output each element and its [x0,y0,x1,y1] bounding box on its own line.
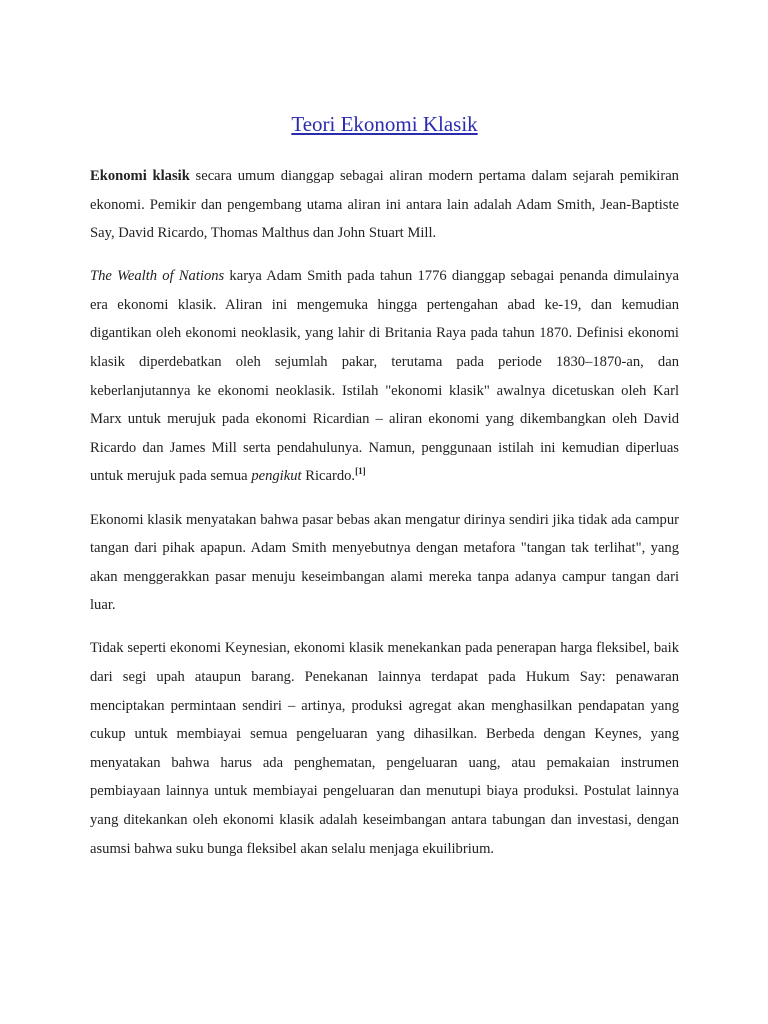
document-body [90,162,679,878]
paragraph-3: Ekonomi klasik menyatakan bahwa pasar bebas akan mengatur dirinya sendiri jika tidak ada campur tangan dari pihak apapun. Adam Smith menyebutnya dengan metafora "tangan tak terlihat", yang akan menggerakkan pasar menuju keseimbangan alami mereka tanpa adanya campur tangan dari luar. [90,511,679,614]
bold-term: Ekonomi klasik [90,168,190,184]
paragraph-1: Ekonomi klasik secara umum dianggap sebagai aliran modern pertama dalam sejarah pemikiran ekonomi. Pemikir dan pengembang utama aliran ini antara lain adalah Adam Smith, Jean-Baptiste Say, David Ricardo, Thomas Malthus dan John Stuart Mill. [90,168,679,242]
paragraph-2: The Wealth of Nations karya Adam Smith pada tahun 1776 dianggap sebagai penanda dimulainya era ekonomi klasik. Aliran ini mengemuka hingga pertengahan abad ke-19, dan kemudian digantikan oleh ekonomi neoklasik, yang lahir di Britania Raya pada tahun 1870. Definisi ekonomi klasik diperdebatkan oleh sejumlah pakar, terutama pada periode 1830–1870-an, dan keberlanjutannya ke ekonomi neoklasik. Istilah "ekonomi klasik" awalnya dicetuskan oleh Karl Marx untuk merujuk pada ekonomi Ricardian – aliran ekonomi yang dikembangkan oleh David Ricardo dan James Mill serta pendahulunya. Namun, penggunaan istilah ini kemudian diperluas untuk merujuk pada semua pengikut Ricardo.[1] [90,268,679,485]
book-title: The Wealth of Nations [90,268,225,285]
document-title: Teori Ekonomi Klasik [291,112,478,136]
paragraph-4: Tidak seperti ekonomi Keynesian, ekonomi klasik menekankan pada penerapan harga fleksibel, baik dari segi upah ataupun barang. Penekanan lainnya terdapat pada Hukum Say: penawaran menciptakan permintaan sendiri – artinya, produksi agregat akan menghasilkan pendapatan yang cukup untuk membiayai semua pengeluaran yang dihasilkan. Berbeda dengan Keynes, yang menyatakan bahwa harus ada penghematan, pengeluaran uang, atau pemakaian instrumen pembiayaan lainnya untuk membiayai pengeluaran dan menutupi biaya produksi. Postulat lainnya yang ditekankan oleh ekonomi klasik adalah keseimbangan antara tabungan dan investasi, dengan asumsi bahwa suku bunga fleksibel akan selalu menjaga ekuilibrium. [90,640,679,857]
footnote-ref[interactable]: [1] [355,466,366,477]
